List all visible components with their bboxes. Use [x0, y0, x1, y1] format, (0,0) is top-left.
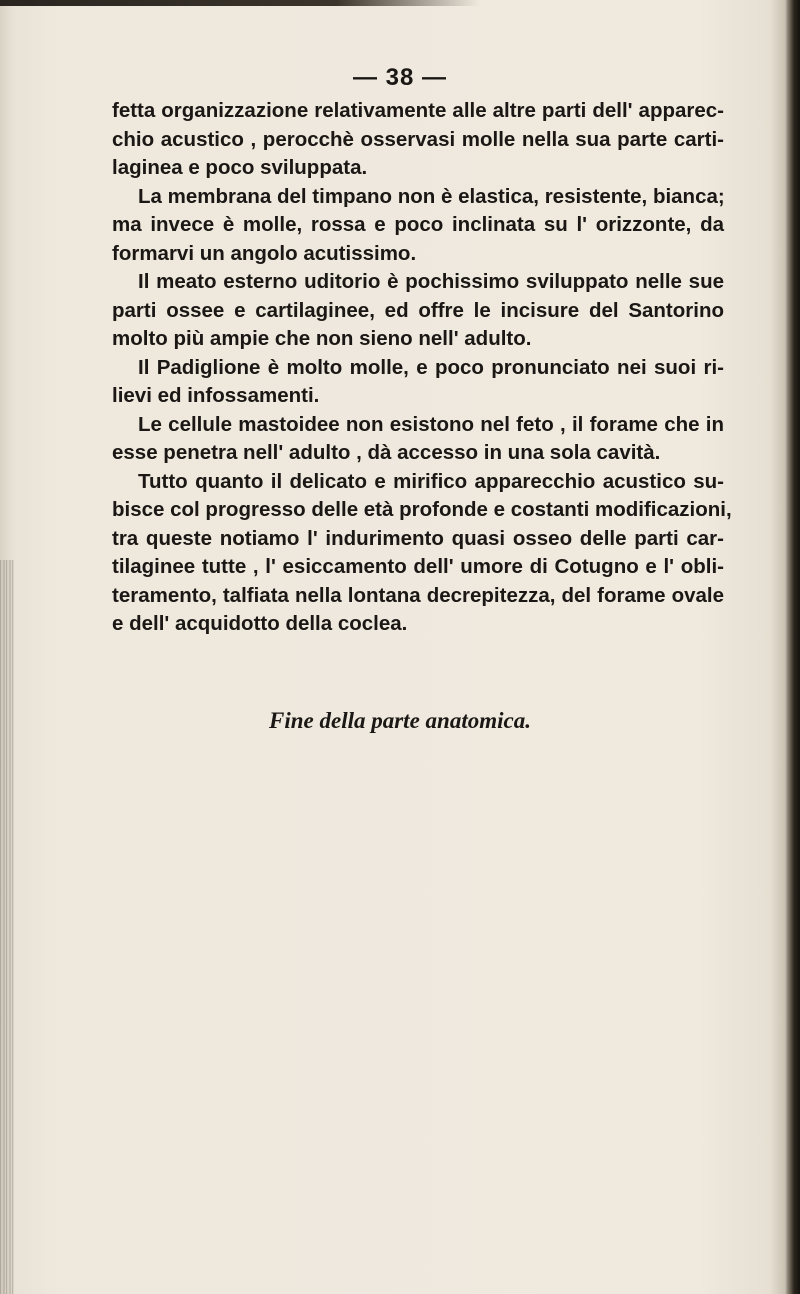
page-right-edge — [788, 0, 800, 1294]
text-line: Il Padiglione è molto molle, e poco pronunciato nei suoi ri- — [138, 355, 724, 379]
paragraph-6 — [112, 468, 732, 639]
text-line: e dell' acquidotto della coclea. — [112, 612, 408, 635]
closing-line: Fine della parte anatomica. — [269, 708, 531, 733]
text-line: formarvi un angolo acutissimo. — [112, 241, 417, 265]
text-line: Le cellule mastoidee non esistono nel feto , il forame che in — [138, 412, 724, 436]
binding-shadow — [0, 560, 14, 1294]
text-line: ma invece è molle, rossa e poco inclinata su l' orizzonte, da — [112, 213, 724, 236]
text-line: tra queste notiamo l' indurimento quasi osseo delle parti car- — [112, 526, 724, 550]
paragraph-5 — [112, 411, 724, 468]
paragraph-3 — [112, 268, 724, 354]
text-line: tilaginee tutte , l' esiccamento dell' umore di Cotugno e l' obli- — [112, 555, 724, 578]
text-line: parti ossee e cartilaginee, ed offre le incisure del Santorino — [112, 298, 724, 322]
page-number: — 38 — — [352, 64, 448, 91]
text-line: molto più ampie che non sieno nell' adulto. — [112, 327, 532, 350]
body-text — [112, 97, 732, 639]
text-line: La membrana del timpano non è elastica, resistente, bianca; — [138, 184, 725, 208]
paragraph-4 — [112, 354, 724, 411]
text-line: bisce col progresso delle età profonde e costanti modificazioni, — [112, 498, 732, 521]
text-line: esse penetra nell' adulto , dà accesso in una sola cavità. — [112, 441, 661, 464]
text-line: Tutto quanto il delicato e mirifico apparecchio acustico su- — [138, 469, 724, 493]
text-line: fetta organizzazione relativamente alle altre parti dell' apparec- — [112, 99, 724, 122]
paragraph-2 — [112, 183, 724, 269]
text-line: teramento, talfiata nella lontana decrepitezza, del forame ovale — [112, 583, 724, 607]
text-line: Il meato esterno uditorio è pochissimo sviluppato nelle sue — [138, 270, 724, 293]
text-line: laginea e poco sviluppata. — [112, 156, 368, 179]
paragraph-1 — [112, 97, 724, 183]
top-edge-rule — [0, 0, 480, 6]
text-line: lievi ed infossamenti. — [112, 384, 320, 407]
text-line: chio acustico , perocchè osservasi molle nella sua parte carti- — [112, 127, 724, 151]
